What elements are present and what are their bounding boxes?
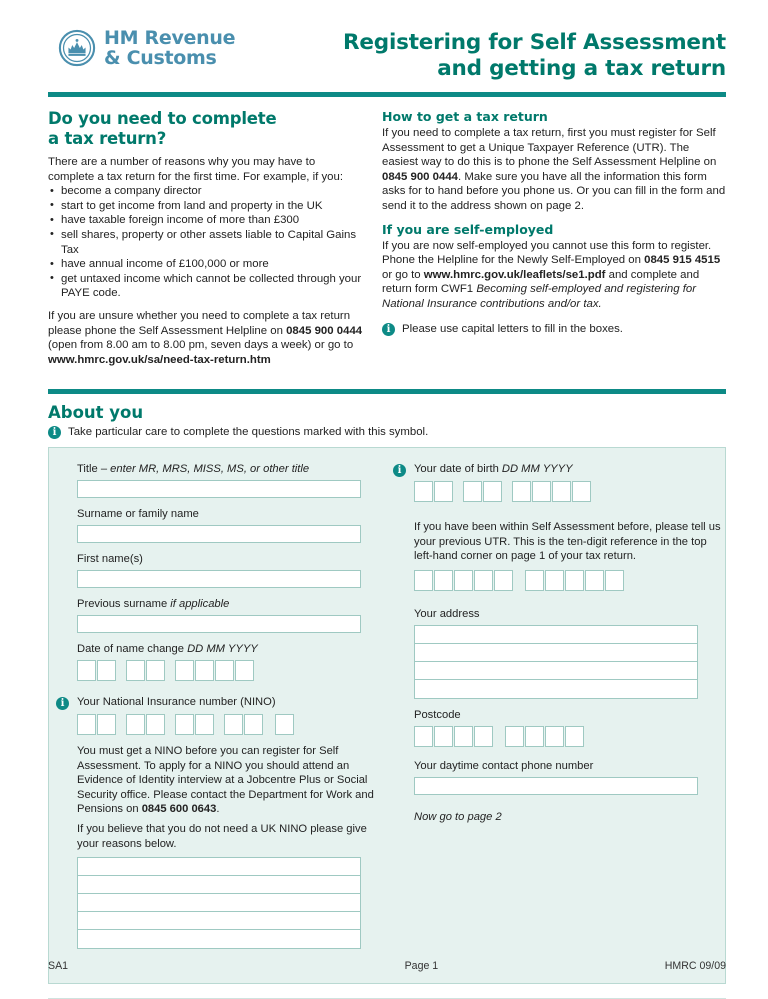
no-nino-reasons-box[interactable] [77, 857, 361, 949]
char-input[interactable] [175, 660, 194, 681]
first-names-label: First name(s) [77, 553, 143, 566]
need-tax-return-heading-line2: a tax return? [48, 129, 167, 148]
footer-version: HMRC 09/09 [664, 960, 726, 972]
nino-help-paragraph [77, 744, 379, 816]
list-item: • get untaxed income which cannot be collected through your PAYE code. [61, 272, 364, 301]
char-input[interactable] [585, 570, 604, 591]
char-input[interactable] [483, 481, 502, 502]
need-tax-return-heading [48, 109, 364, 149]
hmrc-logo [58, 28, 235, 68]
dob-year-group [512, 481, 592, 502]
helpline-phone-number: 0845 900 0444 [286, 324, 363, 337]
how-to-get-paragraph [382, 126, 726, 214]
nino-field-group [60, 695, 379, 735]
need-tax-return-intro-paragraph: There are a number of reasons why you may have to complete a tax return for the first time. For example, if you: [48, 156, 344, 183]
char-input[interactable] [235, 660, 254, 681]
date-of-birth-field-group [393, 462, 723, 502]
char-input[interactable] [572, 481, 591, 502]
nino-group-4 [224, 714, 264, 735]
name-change-year-group [175, 660, 255, 681]
reasons-line[interactable] [78, 912, 360, 930]
title-label-plain: Title – [77, 463, 111, 476]
title-field-group [77, 462, 379, 498]
date-of-birth-label [414, 462, 573, 477]
phone-input[interactable] [414, 777, 698, 795]
footer-form-code: SA1 [48, 960, 69, 972]
char-input[interactable] [532, 481, 551, 502]
self-employed-url[interactable]: www.hmrc.gov.uk/leaflets/se1.pdf [423, 268, 606, 281]
nino-label: Your National Insurance number (NINO) [77, 696, 276, 709]
utr-field-group [414, 520, 723, 822]
char-input[interactable] [97, 714, 116, 735]
reasons-intro-paragraph: If you believe that you do not need a UK NINO please give your reasons below. [77, 823, 367, 850]
date-of-name-change-field-group [77, 642, 379, 681]
previous-surname-label-plain: Previous surname [77, 598, 171, 611]
surname-field-group [77, 507, 379, 543]
char-input[interactable] [434, 570, 453, 591]
how-to-get-heading: How to get a tax return [382, 109, 548, 124]
page-title-line1: Registering for Self Assessment [343, 30, 726, 55]
char-input[interactable] [414, 726, 433, 747]
address-label: Your address [414, 607, 480, 620]
char-input[interactable] [434, 481, 453, 502]
list-item: • start to get income from land and property in the UK [61, 199, 364, 214]
char-input[interactable] [512, 481, 531, 502]
capital-letters-note [382, 322, 726, 337]
info-icon: i [382, 323, 395, 336]
char-input[interactable] [195, 660, 214, 681]
date-of-birth-format: DD MM YYYY [501, 463, 573, 476]
self-employed-text-b: or go to [382, 268, 424, 281]
char-input[interactable] [275, 714, 294, 735]
char-input[interactable] [97, 660, 116, 681]
char-input[interactable] [414, 481, 433, 502]
about-you-note-text: Take particular care to complete the questions marked with this symbol. [68, 426, 429, 439]
postcode-group-2 [505, 726, 585, 747]
hmrc-crown-crest-icon [58, 29, 96, 67]
nino-label-row [56, 695, 379, 710]
address-line[interactable] [415, 644, 697, 662]
go-to-page-2-note: Now go to page 2 [414, 810, 502, 823]
char-input[interactable] [565, 570, 584, 591]
char-input[interactable] [146, 660, 165, 681]
form-right-column [379, 462, 723, 969]
address-line[interactable] [415, 662, 697, 680]
previous-surname-label-italic: if applicable [170, 598, 230, 611]
date-of-birth-label-plain: Your date of birth [414, 463, 502, 476]
title-label-italic: enter MR, MRS, MISS, MS, or other title [110, 463, 310, 476]
nino-group-3 [175, 714, 215, 735]
char-input[interactable] [146, 714, 165, 735]
self-employed-paragraph [382, 239, 726, 312]
char-input[interactable] [525, 726, 544, 747]
char-input[interactable] [195, 714, 214, 735]
hmrc-logo-line2: & Customs [104, 47, 217, 69]
char-input[interactable] [175, 714, 194, 735]
char-input[interactable] [545, 570, 564, 591]
date-of-name-change-label-plain: Date of name change [77, 643, 188, 656]
about-you-note [48, 425, 726, 440]
intro-section [0, 97, 768, 375]
char-input[interactable] [552, 481, 571, 502]
name-change-day-group [77, 660, 117, 681]
dob-day-group [414, 481, 454, 502]
date-of-birth-boxes [414, 481, 723, 502]
hmrc-logo-line1: HM Revenue [104, 27, 236, 49]
char-input[interactable] [215, 660, 234, 681]
title-input[interactable] [77, 480, 361, 498]
previous-surname-input[interactable] [77, 615, 361, 633]
about-you-heading: About you [48, 403, 144, 423]
helpline-paragraph [48, 309, 364, 367]
reasons-line[interactable] [78, 930, 360, 948]
info-icon: i [56, 697, 69, 710]
intro-right-column [382, 109, 726, 375]
list-item: • become a company director [61, 184, 364, 199]
address-line[interactable] [415, 626, 697, 644]
nino-help-text: You must get a NINO before you can register for Self Assessment. To apply for a NINO you should attend an Evidence of Identity interview at a Jobcentre Plus or Social Security office. Please contact the Department for Work and Pensions on [77, 745, 374, 815]
reasons-line[interactable] [78, 876, 360, 894]
char-input[interactable] [463, 481, 482, 502]
char-input[interactable] [126, 714, 145, 735]
name-change-month-group [126, 660, 166, 681]
page-footer [0, 960, 768, 972]
self-employed-phone-number: 0845 915 4515 [644, 254, 721, 267]
about-you-header [0, 403, 768, 440]
title-label [77, 462, 379, 477]
postcode-field-group [414, 708, 723, 747]
nino-group-2 [126, 714, 166, 735]
address-box[interactable] [414, 625, 698, 699]
char-input[interactable] [244, 714, 263, 735]
char-input[interactable] [454, 570, 473, 591]
how-to-get-text-a: If you need to complete a tax return, first you must register for Self Assessment to get a Unique Taxpayer Reference (UTR). The easiest way to do this is to phone the Self Assessment Helpline on [382, 127, 717, 169]
char-input[interactable] [126, 660, 145, 681]
helpline-text-pre: If you are unsure whether you need to complete a tax return please phone the Self Assessment Helpline on [48, 309, 351, 337]
list-item: • have taxable foreign income of more than £300 [61, 213, 364, 228]
surname-label: Surname or family name [77, 508, 199, 521]
page-title [343, 28, 726, 82]
nino-boxes [77, 714, 379, 735]
date-of-name-change-format: DD MM YYYY [187, 643, 258, 656]
char-input[interactable] [77, 660, 96, 681]
how-to-get-phone-number: 0845 900 0444 [382, 170, 459, 183]
char-input[interactable] [414, 570, 433, 591]
address-field-group [414, 607, 723, 699]
footer-page-number: Page 1 [404, 960, 439, 972]
date-of-name-change-label [77, 642, 379, 657]
char-input[interactable] [505, 726, 524, 747]
char-input[interactable] [474, 570, 493, 591]
char-input[interactable] [454, 726, 473, 747]
first-names-input[interactable] [77, 570, 361, 588]
phone-label: Your daytime contact phone number [414, 759, 594, 772]
utr-help-paragraph: If you have been within Self Assessment before, please tell us your previous UTR. This is the ten-digit reference in the top left-hand corner on page 1 of your tax return. [414, 521, 721, 563]
nino-help-end: . [216, 802, 220, 815]
self-employed-text-a: If you are now self-employed you cannot use this form to register. Phone the Helpline for the Newly Self-Employed on [382, 239, 712, 267]
utr-boxes [414, 570, 723, 591]
info-icon: i [48, 426, 61, 439]
page-title-line2: and getting a tax return [437, 56, 726, 81]
dwp-phone-number: 0845 600 0643 [141, 802, 217, 815]
list-item: • have annual income of £100,000 or more [61, 257, 364, 272]
surname-input[interactable] [77, 525, 361, 543]
info-icon: i [393, 464, 406, 477]
utr-group-1 [414, 570, 514, 591]
form-left-column [49, 462, 379, 969]
dob-month-group [463, 481, 503, 502]
hmrc-logo-text [104, 28, 235, 68]
utr-group-2 [525, 570, 625, 591]
char-input[interactable] [605, 570, 624, 591]
postcode-boxes [414, 726, 723, 747]
char-input[interactable] [77, 714, 96, 735]
helpline-url[interactable]: www.hmrc.gov.uk/sa/need-tax-return.htm [48, 353, 271, 366]
char-input[interactable] [565, 726, 584, 747]
char-input[interactable] [494, 570, 513, 591]
char-input[interactable] [525, 570, 544, 591]
cwf1-form-title: Becoming self-employed and registering for National Insurance contributions and/or tax. [382, 283, 697, 310]
char-input[interactable] [224, 714, 243, 735]
self-employed-heading: If you are self-employed [382, 221, 554, 237]
char-input[interactable] [474, 726, 493, 747]
postcode-label: Postcode [414, 708, 461, 721]
date-of-birth-label-row [393, 462, 723, 477]
char-input[interactable] [434, 726, 453, 747]
list-item: • sell shares, property or other assets liable to Capital Gains Tax [61, 228, 364, 257]
previous-surname-field-group [77, 597, 379, 633]
intro-left-column [48, 109, 382, 375]
about-you-divider [48, 389, 726, 394]
reasons-bullet-list [48, 184, 364, 301]
self-employed-text-c: and complete and return form CWF1 [382, 268, 700, 296]
date-of-name-change-boxes [77, 660, 379, 681]
page-header [0, 0, 768, 82]
about-you-form-panel [48, 447, 726, 984]
reasons-line[interactable] [78, 894, 360, 912]
previous-surname-label [77, 597, 379, 612]
need-tax-return-heading-line1: Do you need to complete [48, 109, 277, 128]
nino-group-5 [275, 714, 295, 735]
postcode-group-1 [414, 726, 494, 747]
helpline-text-mid: (open from 8.00 am to 8.00 pm, seven days a week) or go to [48, 339, 354, 352]
first-names-field-group [77, 552, 379, 588]
address-line[interactable] [415, 680, 697, 698]
nino-group-1 [77, 714, 117, 735]
how-to-get-text-b: . Make sure you have all the information this form asks for to hand before you phone us. Or you can fill in the form and send it to the address shown on page 2. [382, 170, 726, 212]
char-input[interactable] [545, 726, 564, 747]
phone-field-group [414, 759, 723, 795]
reasons-line[interactable] [78, 858, 360, 876]
capital-letters-note-text: Please use capital letters to fill in the boxes. [402, 322, 623, 335]
